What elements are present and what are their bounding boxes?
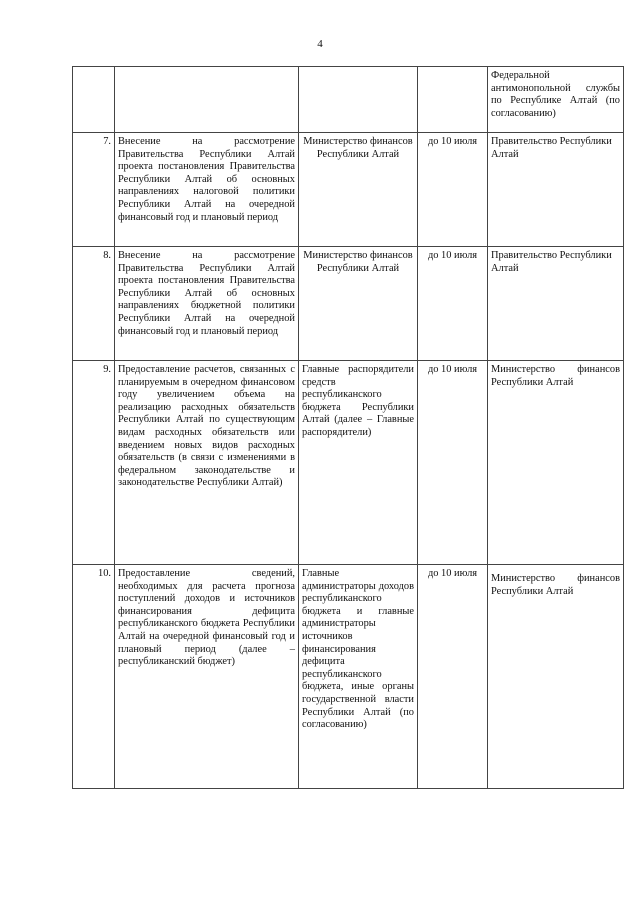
executor-cell	[299, 67, 418, 133]
executor-cell: Министерство финансов Республики Алтай	[299, 247, 418, 361]
table-row	[73, 247, 624, 361]
table-row	[73, 565, 624, 789]
row-number: 9.	[73, 361, 115, 565]
recipient-cell: Министерство финансов Республики Алтай	[488, 361, 624, 565]
measure-cell: Внесение на рассмотрение Правительства Республики Алтай проекта постановления Правительства Республики Алтай об основных направлениях бюджетной политики Республики Алтай на очередной финансовый год и плановый период	[115, 247, 299, 361]
deadline-cell	[418, 67, 488, 133]
executor-cell: Главные распорядители средств республиканского бюджета Республики Алтай (далее – Главные распорядители)	[299, 361, 418, 565]
deadline-cell: до 10 июля	[418, 361, 488, 565]
executor-cell: Министерство финансов Республики Алтай	[299, 133, 418, 247]
row-number: 8.	[73, 247, 115, 361]
recipient-cell: Правительство Республики Алтай	[488, 133, 624, 247]
measure-cell: Предоставление расчетов, связанных с планируемым в очередном финансовом году увеличением объема на реализацию расходных обязательств Республики Алтай по существующим видам расходных обязательств или введением новых видов расходных обязательств (в связи с изменениями в федеральном законодательстве и законодательстве Республики Алтай)	[115, 361, 299, 565]
measure-cell: Внесение на рассмотрение Правительства Республики Алтай проекта постановления Правительства Республики Алтай об основных направлениях налоговой политики Республики Алтай на очередной финансовый год и плановый период	[115, 133, 299, 247]
plan-table	[72, 66, 624, 789]
deadline-cell: до 10 июля	[418, 247, 488, 361]
deadline-cell: до 10 июля	[418, 565, 488, 789]
recipient-cell: Федеральной антимонопольной службы по Республике Алтай (по согласованию)	[488, 67, 624, 133]
row-number	[73, 67, 115, 133]
executor-cell: Главные администраторы доходов республиканского бюджета и главные администраторы источников финансирования дефицита республиканского бюджета, иные органы государственной власти Республики Алтай (по согласованию)	[299, 565, 418, 789]
measure-cell	[115, 67, 299, 133]
table-row	[73, 133, 624, 247]
row-number: 10.	[73, 565, 115, 789]
deadline-cell: до 10 июля	[418, 133, 488, 247]
table-row	[73, 361, 624, 565]
recipient-cell: Министерство финансов Республики Алтай	[488, 565, 624, 789]
measure-cell: Предоставление сведений, необходимых для расчета прогноза поступлений доходов и источников финансирования дефицита республиканского бюджета Республики Алтай на очередной финансовый год и плановый период (далее – республиканский бюджет)	[115, 565, 299, 789]
row-number: 7.	[73, 133, 115, 247]
recipient-cell: Правительство Республики Алтай	[488, 247, 624, 361]
table-row-continued	[73, 67, 624, 133]
page-number: 4	[317, 38, 323, 50]
